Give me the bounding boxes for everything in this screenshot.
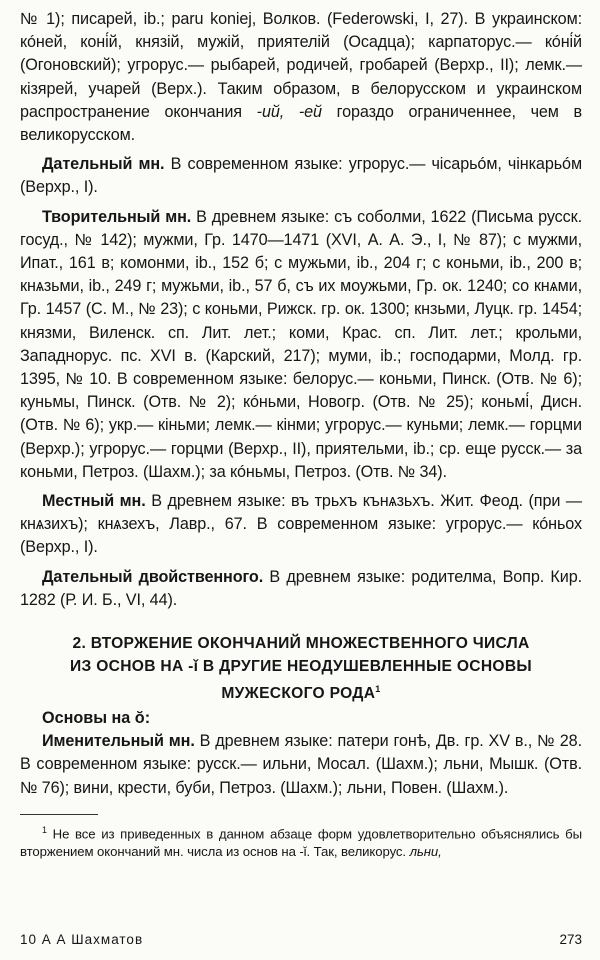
paragraph-dative-plural: Дательный мн. В современном языке: угрорус.— чісарьóм, чінкарьóм (Верхр., I). <box>20 155 582 197</box>
paragraph-genitive-continuation: № 1); писарей, ib.; paru koniej, Волков. (Federowski, I, 27). В украинском: кóней, коні́й, князій, мужій, приятелій (Осадца); карпаторус.— кóні́й (Огоновский); угрорус.— рыбарей, родичей, гробарей (Верхр., II); лемк.— кізярей, учарей (Верх.). Таким образом, в белорусском и украинском распространение окончания -ий, -ей гораздо ограниченнее, чем в великорусском. <box>20 10 583 145</box>
section-heading: 2. ВТОРЖЕНИЕ ОКОНЧАНИЙ МНОЖЕСТВЕННОГО ЧИСЛА ИЗ ОСНОВ НА -ǐ В ДРУГИЕ НЕОДУШЕВЛЕННЫЕ ОСНОВЫ МУЖЕСКОГО РОДА$^1$ <box>70 635 532 703</box>
case-label: Дательный мн. <box>42 155 165 174</box>
footnote-divider <box>20 814 98 815</box>
signature-mark: 10 А А Шахматов <box>20 932 144 947</box>
case-label: Творительный мн. <box>42 207 192 226</box>
paragraph-locative-plural: Местный мн. В древнем языке: въ трьхъ кънѧзьхъ. Жит. Феод. (при — кнѧзихъ); кнѧзехъ, Лавр., 67. В современном языке: угрорус.— кóньох (Верхр., I). <box>20 492 582 557</box>
page-number: 273 <box>559 932 582 947</box>
paragraph-instrumental-plural: Творительный мн. В древнем языке: съ соболми, 1622 (Письма русск. госуд., № 142); мужми, Гр. 1470—1471 (XVI, А. А. Э., I, № 87); с мужми, Ипат., 161 в; комонми, ib., 152 б; с мужьми, ib., 204 г; с коньми, ib., 200 в; кнѧзьми, ib., 249 г; мужьми, ib., 57 б, съ их моужьми, Гр. ок. 1240; со кнѧми, Гр. 1457 (С. М., № 23); с коньми, Рижск. гр. ок. 1300; кнзьми, Луцк. гр. 1454; князми, Виленск. сп. Лит. лет.; коми, Крас. сп. Лит. лет.; крольми, Западнорус. пс. XVI в. (Карский, 217); муми, ib.; господарми, Молд. гр. 1395, № 10. В современном языке: белорус.— коньми, Пинск. (Отв. № 6); куньмы, Пинск. (Отв. № 2); кóньми, Новогр. (Отв. № 25); коньмі́, Дисн. (Отв. № 6); укр.— кіньми; лемк.— кінми; угрорус.— куньми; лемк.— горцми (Верхр.); угрорус.— горцми (Верхр., II), приятельми, ib.; ср. еще русск.— за коньми, Петроз. (Шахм.); за кóньмы, Петроз. (Отв. № 34). <box>20 207 582 481</box>
ending-emphasis: -ий, -ей <box>256 102 322 121</box>
footnote: $^1$ Не все из приведенных в данном абзаце форм удовлетворительно объяснялись бы вторжением окончаний мн. числа из основ на -ǐ. Так, великорус. льни, <box>20 824 582 860</box>
page-footer <box>20 932 582 952</box>
paragraph-dative-dual: Дательный двойственного. В древнем языке: родителма, Вопр. Кир. 1282 (Р. И. Б., VI, 44). <box>20 567 583 609</box>
case-label: Местный мн. <box>42 492 146 511</box>
paragraph-nominative-plural: Именительный мн. В древнем языке: патери гонѣ, Дв. гр. XV в., № 28. В современном языке: русск.— ильни, Мосал. (Шахм.); льни, Мышк. (Отв. № 76); вини, крести, буби, Петроз. (Шахм.); льни, Повен. (Шахм.). <box>20 732 582 797</box>
footnote-mark: 1 <box>42 824 47 835</box>
page-text <box>20 8 582 861</box>
footnote-reference[interactable]: 1 <box>375 684 381 695</box>
subsection-heading: Основы на ŏ: <box>42 709 151 728</box>
case-label: Дательный двойственного. <box>42 567 264 586</box>
case-label: Именительный мн. <box>42 732 195 751</box>
